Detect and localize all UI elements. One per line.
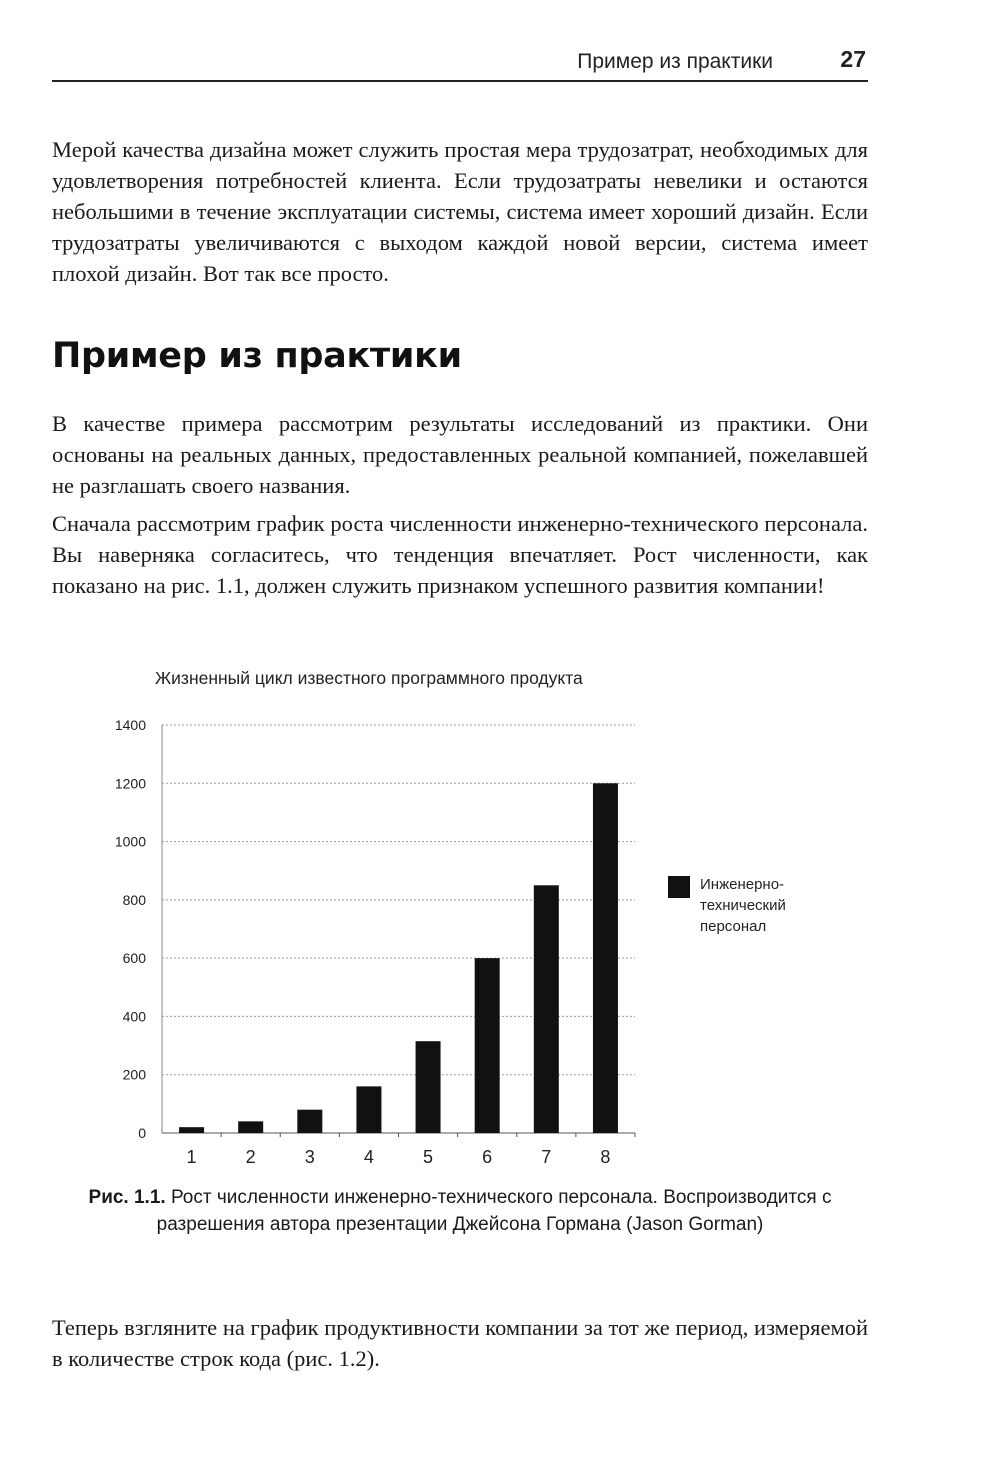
bar-1 <box>179 1127 204 1133</box>
x-tick-label: 5 <box>423 1147 434 1167</box>
x-tick-label: 3 <box>304 1147 315 1167</box>
y-tick-label: 1000 <box>114 833 146 850</box>
section-heading: Пример из практики <box>52 336 462 376</box>
x-tick-label: 2 <box>245 1147 256 1167</box>
bar-8 <box>593 783 618 1133</box>
paragraph-2: Сначала рассмотрим график роста численности инженерно-технического персонала. Вы наверняка согласитесь, что тенденция впечатляет. Рост численности, как показано на рис. 1.1, должен служить признаком успешного развития компании! <box>52 511 868 598</box>
caption-text: Рост численности инженерно-технического персонала. Воспроизводится с разрешения автора презентации Джейсона Гормана (Jason Gorman) <box>156 1187 832 1235</box>
y-tick-label: 400 <box>122 1008 146 1025</box>
x-tick-label: 1 <box>186 1147 197 1167</box>
bar-6 <box>475 958 500 1133</box>
x-tick-label: 7 <box>541 1147 552 1167</box>
legend-swatch <box>668 876 690 898</box>
paragraph-1: В качестве примера рассмотрим результаты исследований из практики. Они основаны на реальных данных, предоставленных реальной компанией, пожелавшей не разглашать своего названия. <box>52 411 868 498</box>
paragraph-3: Теперь взгляните на график продуктивности компании за тот же период, измеряемой в количестве строк кода (рис. 1.2). <box>52 1315 868 1371</box>
y-tick-label: 0 <box>138 1125 146 1141</box>
figure-1-1 <box>100 660 820 1190</box>
bar-3 <box>297 1110 322 1133</box>
caption-label: Рис. 1.1. <box>88 1187 166 1208</box>
page-number: 27 <box>840 46 866 72</box>
x-tick-label: 4 <box>363 1147 374 1167</box>
y-tick-label: 600 <box>122 950 146 967</box>
x-tick-label: 8 <box>600 1147 611 1167</box>
legend-label: Инженерно-технический персонал <box>700 876 786 935</box>
x-tick-label: 6 <box>482 1147 493 1167</box>
running-title: Пример из практики <box>577 50 773 73</box>
chart-title: Жизненный цикл известного программного продукта <box>155 668 583 688</box>
bar-2 <box>238 1121 263 1133</box>
bar-5 <box>416 1041 441 1133</box>
y-tick-label: 1200 <box>114 775 146 792</box>
running-header <box>52 44 868 82</box>
bar-4 <box>356 1086 381 1133</box>
bar-7 <box>534 885 559 1133</box>
y-tick-label: 800 <box>122 891 146 908</box>
y-tick-label: 1400 <box>114 717 146 733</box>
y-tick-label: 200 <box>122 1066 146 1083</box>
figure-caption <box>52 1184 868 1238</box>
paragraph-intro: Мерой качества дизайна может служить простая мера трудозатрат, необходимых для удовлетворения потребностей клиента. Если трудозатраты невелики и остаются небольшими в течение эксплуатации системы, система имеет хороший дизайн. Если трудозатраты увеличиваются с выходом каждой новой версии, система имеет плохой дизайн. Вот так все просто. <box>52 137 868 286</box>
